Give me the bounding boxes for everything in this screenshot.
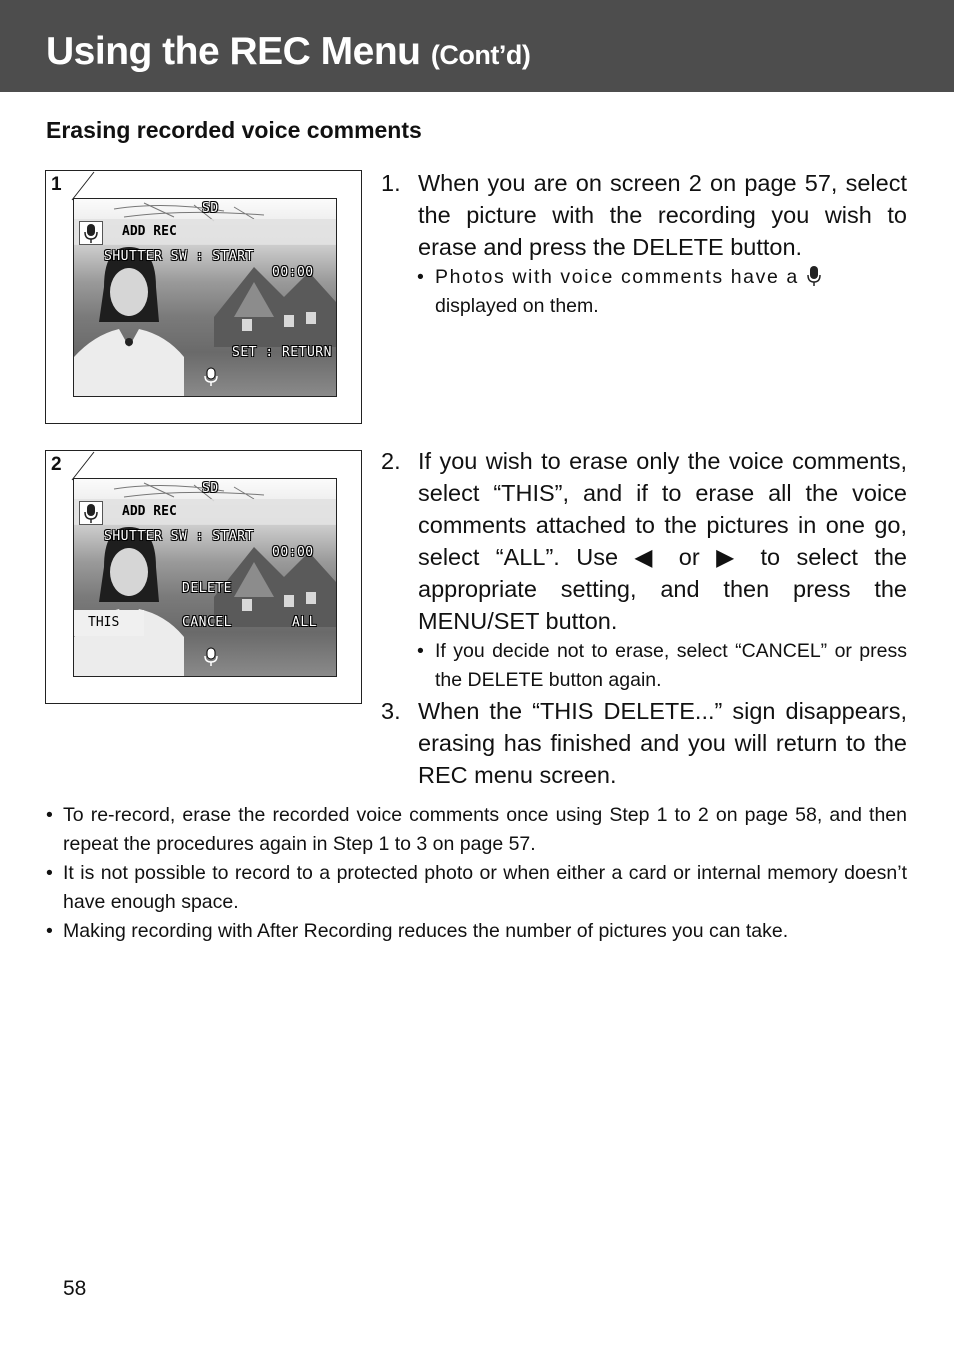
step-number: 1.: [381, 170, 401, 196]
section-title: Erasing recorded voice comments: [46, 117, 422, 143]
figure-2: [45, 450, 362, 704]
page-title: [46, 30, 530, 74]
screen-mic-icon: [204, 367, 218, 391]
note-text: It is not possible to record to a protected photo or when either a card or internal memory doesn’t have enough space.: [63, 862, 907, 913]
note-item: [46, 917, 907, 946]
screen-menu-label: ADD REC: [122, 224, 177, 239]
screen-timer: 00:00: [272, 545, 314, 560]
page-header: [0, 0, 954, 92]
screen-all-option: ALL: [292, 615, 317, 630]
camera-screen-2: [73, 478, 337, 677]
microphone-icon: [79, 221, 103, 245]
screen-this-option: THIS: [88, 615, 120, 630]
step-2: [381, 445, 907, 637]
screen-menu-label: ADD REC: [122, 504, 177, 519]
title-contd: (Cont’d): [430, 40, 531, 70]
menu-bar: [74, 499, 336, 525]
figure-number: 1: [51, 174, 62, 195]
step-1: [381, 167, 907, 263]
note-text-after-icon: displayed on them.: [435, 295, 599, 317]
step-1-note: [417, 263, 907, 321]
step-number: 3.: [381, 698, 401, 724]
woman-photo: [74, 527, 189, 677]
microphone-icon: [806, 265, 822, 287]
step-2-note: [417, 637, 907, 695]
note-text: To re-record, erase the recorded voice comments once using Step 1 to 2 on page 58, and then repeat the procedures again in Step 1 to 3 on page 57.: [63, 804, 907, 855]
step-number: 2.: [381, 448, 401, 474]
note-text-before-icon: Photos with voice comments have a: [435, 266, 799, 288]
screen-media: SD: [202, 481, 219, 496]
note-text: If you decide not to erase, select “CANCEL” or press the DELETE button again.: [435, 640, 907, 691]
notes-list: [46, 801, 907, 946]
microphone-icon: [79, 501, 103, 525]
camera-screen-1: [73, 198, 337, 397]
screen-cancel-option: CANCEL: [182, 615, 232, 630]
screen-timer: 00:00: [272, 265, 314, 280]
step-text: If you wish to erase only the voice comments, select “THIS”, and if to erase all the voice comments attached to the pictures in one go, select “ALL”. Use ◀ or ▶ to select the appropriate setting, and then press the MENU/SET button.: [418, 448, 907, 634]
screen-delete: DELETE: [182, 581, 232, 596]
menu-bar: [74, 219, 336, 245]
figure-number: 2: [51, 454, 62, 475]
note-item: [46, 801, 907, 859]
step-text: When the “THIS DELETE...” sign disappears, erasing has finished and you will return to the REC menu screen.: [418, 698, 907, 788]
title-text: Using the REC Menu: [46, 30, 421, 73]
note-bullet: •: [46, 920, 53, 942]
note-bullet: •: [417, 266, 426, 288]
screen-set-return: SET : RETURN: [232, 345, 332, 360]
woman-photo: [74, 247, 189, 397]
figure-1: [45, 170, 362, 424]
page-number: 58: [63, 1277, 87, 1300]
screen-shutter: SHUTTER SW : START: [104, 529, 254, 544]
note-bullet: •: [417, 640, 424, 662]
note-bullet: •: [46, 862, 53, 884]
note-item: [46, 859, 907, 917]
screen-media: SD: [202, 201, 219, 216]
note-text: Making recording with After Recording reduces the number of pictures you can take.: [63, 920, 789, 942]
screen-mic-icon: [204, 647, 218, 671]
screen-shutter: SHUTTER SW : START: [104, 249, 254, 264]
note-bullet: •: [46, 804, 53, 826]
step-text: When you are on screen 2 on page 57, select the picture with the recording you wish to erase and press the DELETE button.: [418, 170, 907, 260]
step-3: [381, 695, 907, 791]
